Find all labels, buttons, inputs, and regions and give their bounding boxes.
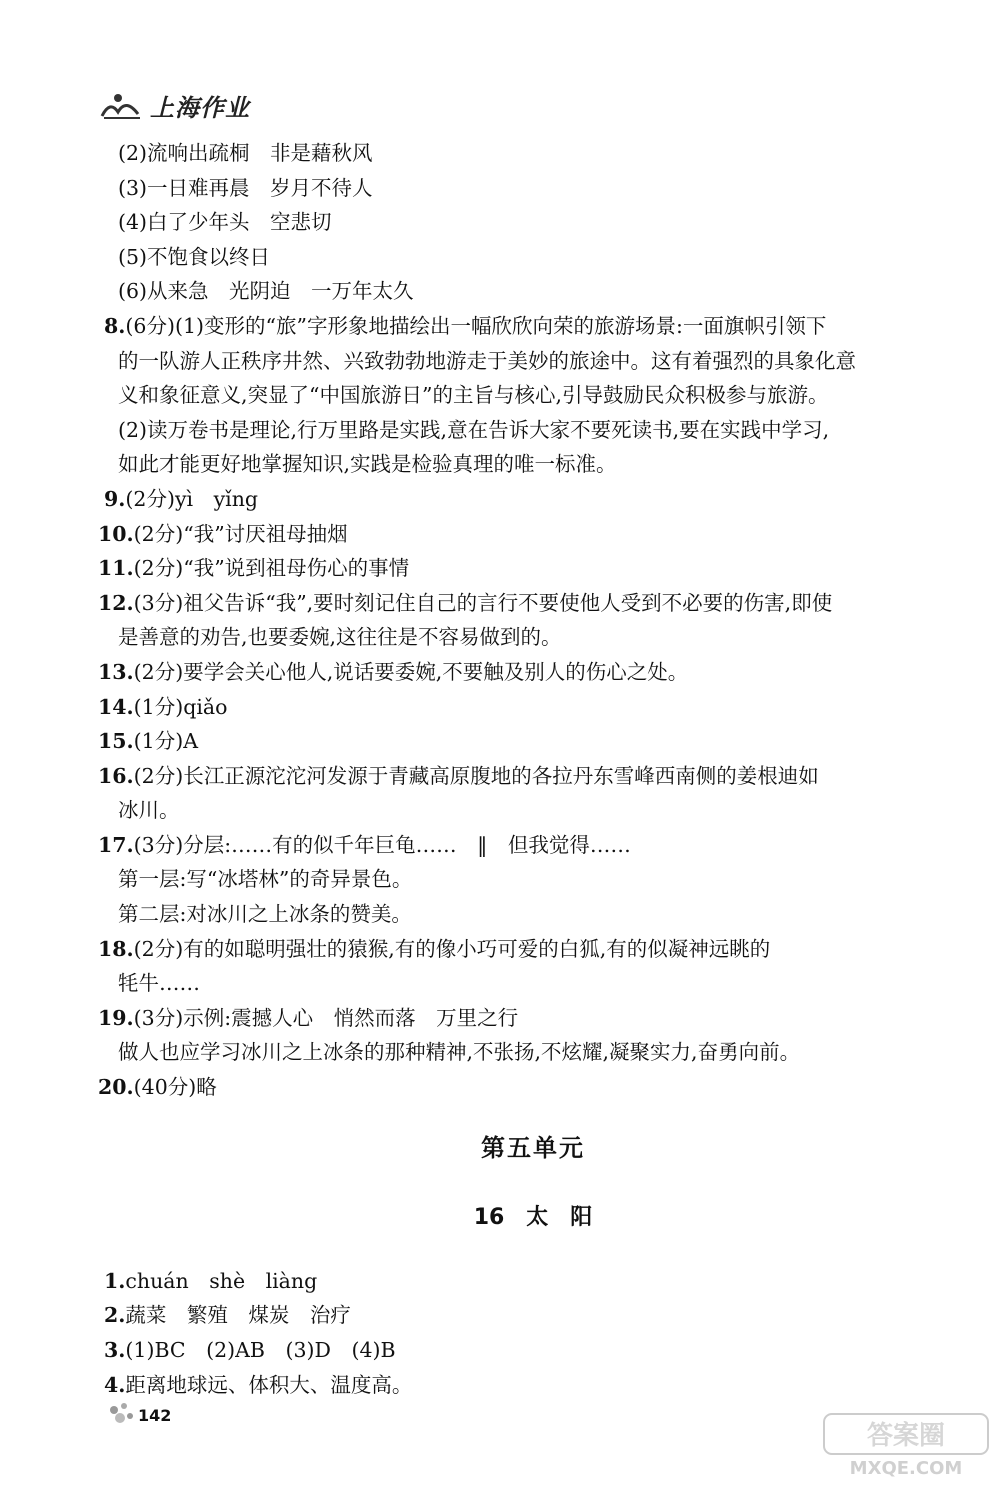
logo-icon: [98, 90, 144, 122]
answer-text: (2分)有的如聪明强壮的猿猴,有的像小巧可爱的白狐,有的似凝神远眺的: [133, 936, 771, 961]
answer-item: [104, 1368, 948, 1403]
header-logo: [98, 88, 250, 123]
question-number: 9.: [104, 486, 126, 511]
page-number: 142: [138, 1406, 172, 1425]
text-line: (5)不饱食以终日: [118, 244, 271, 269]
answer-line: [98, 655, 948, 690]
unit-title: 第五单元: [481, 1133, 585, 1162]
answer-text: (2)读万卷书是理论,行万里路是实践,意在告诉大家不要死读书,要在实践中学习,: [118, 417, 830, 442]
answer-text: 蔬菜 繁殖 煤炭 治疗: [125, 1303, 351, 1328]
answer-text: 距离地球远、体积大、温度高。: [125, 1372, 413, 1397]
question-number: 8.: [104, 313, 126, 338]
answer-line: [104, 309, 948, 344]
answer-line: [104, 1264, 948, 1299]
answer-line: [98, 932, 948, 967]
answer-text: 是善意的劝告,也要委婉,这往往是不容易做到的。: [118, 625, 562, 650]
answer-item: [98, 932, 948, 1001]
text-line: (4)白了少年头 空悲切: [118, 210, 332, 235]
answer-text: 第一层:写“冰塔林”的奇异景色。: [118, 867, 413, 892]
logo-text: 上海作业: [150, 94, 250, 122]
answer-line: [118, 344, 948, 379]
answer-text: (6分)(1)变形的“旅”字形象地描绘出一幅欣欣向荣的旅游场景:一面旗帜引领下: [125, 313, 827, 338]
answer-text: (3分)分层:……有的似千年巨龟…… ‖ 但我觉得……: [133, 832, 631, 857]
answer-line: [118, 862, 948, 897]
question-number: 19.: [98, 1005, 134, 1030]
answer-text: (2分)“我”说到祖母伤心的事情: [133, 556, 410, 581]
answer-text: chuán shè liàng: [125, 1268, 318, 1293]
lesson-title: 16 太 阳: [473, 1205, 593, 1231]
answer-list: [98, 309, 948, 1105]
question-number: 13.: [98, 659, 134, 684]
question-number: 2.: [104, 1303, 126, 1328]
answer-text: (2分)yì yǐng: [125, 486, 259, 511]
answer-item: [98, 759, 948, 828]
answer-item: [104, 482, 948, 517]
watermark-logo: [822, 1412, 990, 1478]
answer-line: [98, 690, 948, 725]
answer-content: [98, 136, 948, 1402]
answer-line: [118, 413, 948, 448]
answer-item: [98, 551, 948, 586]
question-number: 10.: [98, 521, 134, 546]
answer-text: 的一队游人正秩序井然、兴致勃勃地游走于美妙的旅途中。这有着强烈的具象化意: [118, 348, 856, 373]
answer-text: (3分)祖父告诉“我”,要时刻记住自己的言行不要使他人受到不必要的伤害,即使: [133, 590, 833, 615]
answer-item: [104, 1333, 948, 1368]
answer-item: [98, 724, 948, 759]
answer-item: [98, 586, 948, 655]
answer-text: 第二层:对冰川之上冰条的赞美。: [118, 902, 412, 927]
answer-text: (1分)qiǎo: [133, 694, 228, 719]
question-number: 12.: [98, 590, 134, 615]
answer-line: [104, 482, 948, 517]
answer-text: 冰川。: [118, 798, 180, 823]
answer-line: [104, 1298, 948, 1333]
answer-line: [98, 1070, 948, 1105]
answer-line: [104, 1368, 948, 1403]
svg-text:MXQE.COM: MXQE.COM: [849, 1458, 963, 1478]
answer-line: [118, 620, 948, 655]
question-number: 1.: [104, 1268, 126, 1293]
answer-line: [118, 897, 948, 932]
question-number: 17.: [98, 832, 134, 857]
answer-line: [98, 517, 948, 552]
answer-line: [98, 551, 948, 586]
answer-line: [104, 1333, 948, 1368]
answer-text: 如此才能更好地掌握知识,实践是检验真理的唯一标准。: [118, 452, 617, 477]
question-number: 14.: [98, 694, 134, 719]
answer-text: (2分)“我”讨厌祖母抽烟: [133, 521, 348, 546]
answer-text: (2分)要学会关心他人,说话要委婉,不要触及别人的伤心之处。: [133, 659, 689, 684]
answer-line: [98, 1001, 948, 1036]
question-number: 4.: [104, 1372, 126, 1397]
answer-line: [118, 378, 948, 413]
answer-item: [104, 1298, 948, 1333]
question-number: 16.: [98, 763, 134, 788]
answer-text: 做人也应学习冰川之上冰条的那种精神,不张扬,不炫耀,凝聚实力,奋勇向前。: [118, 1040, 801, 1065]
question-number: 20.: [98, 1075, 134, 1100]
answer-line: [98, 828, 948, 863]
answer-line: [118, 447, 948, 482]
answer-item: [98, 828, 948, 932]
answer-text: 义和象征意义,突显了“中国旅游日”的主旨与核心,引导鼓励民众积极参与旅游。: [118, 383, 829, 408]
answer-line: [98, 759, 948, 794]
question-number: 18.: [98, 936, 134, 961]
answer-item: [98, 517, 948, 552]
answer-text: (40分)略: [133, 1075, 217, 1100]
answer-item: [98, 655, 948, 690]
answer-line: [98, 724, 948, 759]
answer-item: [104, 309, 948, 482]
top-lines: [118, 136, 948, 309]
answer-text: (2分)长江正源沱沱河发源于青藏高原腹地的各拉丹东雪峰西南侧的姜根迪如: [133, 763, 819, 788]
question-number: 15.: [98, 729, 134, 754]
answer-line: [98, 586, 948, 621]
question-number: 11.: [98, 556, 134, 581]
answer-line: [118, 793, 948, 828]
lesson-answer-list: [104, 1264, 948, 1402]
answer-item: [98, 1070, 948, 1105]
answer-item: [98, 690, 948, 725]
text-line: (6)从来急 光阴迫 一万年太久: [118, 279, 414, 304]
footer-decoration-icon: [104, 1398, 138, 1430]
text-line: (2)流响出疏桐 非是藉秋风: [118, 141, 373, 165]
answer-line: [118, 1035, 948, 1070]
answer-text: 牦牛……: [118, 971, 200, 996]
answer-text: (1分)A: [133, 729, 199, 754]
answer-line: [118, 966, 948, 1001]
answer-item: [104, 1264, 948, 1299]
svg-text:答案圈: 答案圈: [866, 1421, 946, 1451]
answer-text: (1)BC (2)AB (3)D (4)B: [125, 1338, 396, 1362]
answer-text: (3分)示例:震撼人心 悄然而落 万里之行: [133, 1005, 519, 1030]
answer-item: [98, 1001, 948, 1070]
question-number: 3.: [104, 1338, 126, 1362]
text-line: (3)一日难再晨 岁月不待人: [118, 175, 373, 200]
